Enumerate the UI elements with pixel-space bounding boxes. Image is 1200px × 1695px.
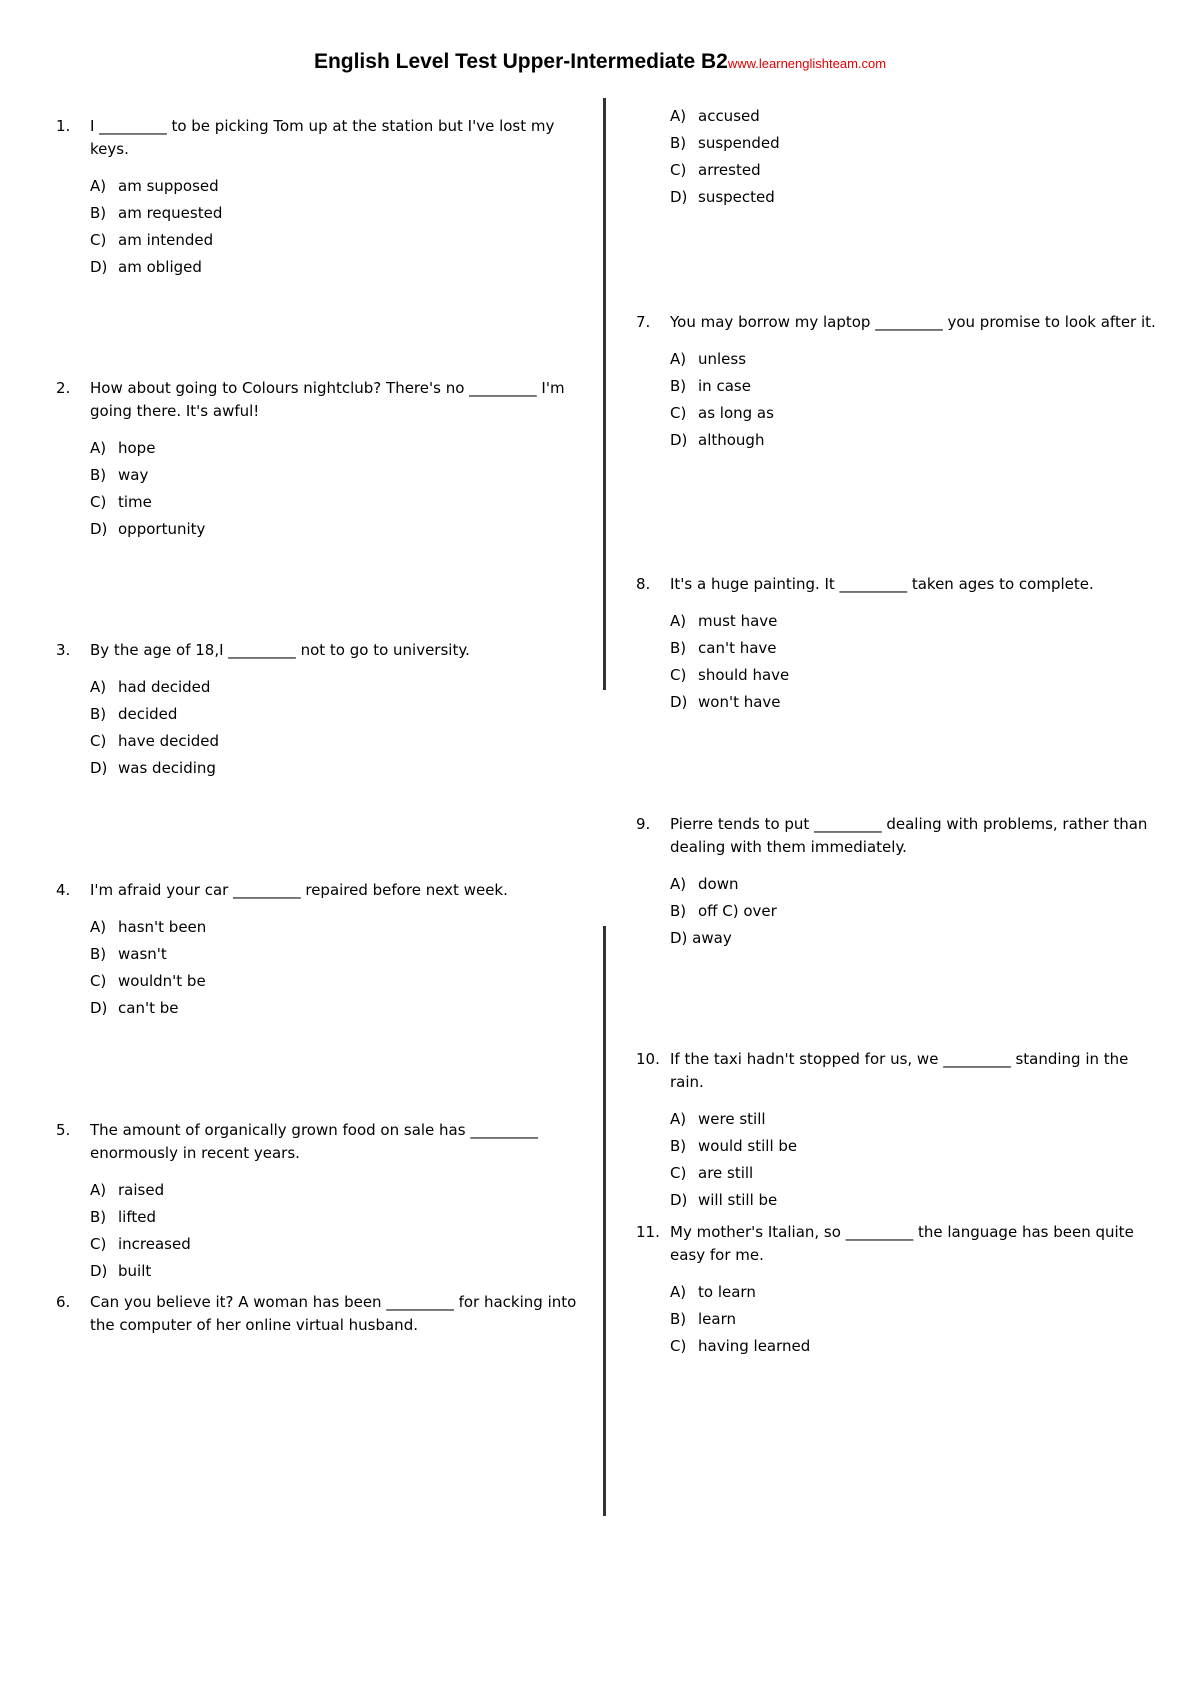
option-text: in case [698, 377, 751, 395]
option-letter: D) [670, 188, 688, 206]
option-text: wasn't [118, 945, 167, 963]
option-text: as long as [698, 404, 774, 422]
option-text: unless [698, 350, 747, 368]
answer-option[interactable] [90, 914, 586, 941]
question-number: 9. [636, 815, 651, 833]
answer-option[interactable] [670, 373, 1166, 400]
question-stem [636, 1048, 1166, 1094]
column-divider-upper [603, 98, 606, 690]
option-text: built [118, 1262, 152, 1280]
page-title: English Level Test Upper-Intermediate B2 [313, 50, 728, 73]
option-letter: B) [90, 204, 107, 222]
question-text: Pierre tends to put _________ dealing with problems, rather than dealing with them immediately. [670, 815, 1148, 856]
option-letter: B) [670, 639, 687, 657]
option-text: had decided [118, 678, 211, 696]
option-letter: C) [90, 1235, 107, 1253]
answer-option[interactable] [670, 1133, 1166, 1160]
option-text: time [118, 493, 152, 511]
answer-option[interactable] [90, 435, 586, 462]
answer-option[interactable] [90, 1231, 586, 1258]
question-number: 8. [636, 575, 651, 593]
question-number: 7. [636, 313, 651, 331]
answer-option[interactable] [670, 635, 1166, 662]
option-letter: B) [90, 945, 107, 963]
answer-options [56, 674, 586, 782]
option-text: way [118, 466, 149, 484]
option-letter: A) [670, 875, 687, 893]
answer-options [636, 608, 1166, 716]
answer-option[interactable] [670, 184, 1166, 211]
page-header [0, 50, 1200, 74]
answer-option[interactable] [670, 1106, 1166, 1133]
question-stem [56, 879, 586, 902]
option-letter: C) [90, 493, 107, 511]
option-letter: C) [90, 231, 107, 249]
option-text: accused [698, 107, 760, 125]
option-text: must have [698, 612, 778, 630]
answer-option[interactable] [90, 462, 586, 489]
option-letter: D) [670, 1191, 688, 1209]
option-text: suspected [698, 188, 775, 206]
question-stem [636, 1221, 1166, 1267]
option-text: raised [118, 1181, 165, 1199]
column-divider-lower [603, 926, 606, 1516]
answer-options [56, 914, 586, 1022]
answer-options [636, 871, 1166, 952]
option-text: am intended [118, 231, 214, 249]
question-block [636, 1221, 1166, 1360]
answer-option[interactable] [670, 1187, 1166, 1214]
question-stem [636, 573, 1166, 596]
option-letter: B) [670, 1137, 687, 1155]
answer-option[interactable] [670, 103, 1166, 130]
answer-option[interactable] [670, 662, 1166, 689]
question-text: It's a huge painting. It _________ taken ages to complete. [670, 575, 1094, 593]
option-text: decided [118, 705, 178, 723]
answer-options [56, 435, 586, 543]
option-letter: B) [670, 377, 687, 395]
answer-option[interactable] [90, 968, 586, 995]
option-letter: D) [90, 999, 108, 1017]
answer-option[interactable] [90, 728, 586, 755]
answer-option[interactable] [90, 1204, 586, 1231]
option-text: wouldn't be [118, 972, 206, 990]
answer-option[interactable] [90, 701, 586, 728]
question-block [636, 103, 1166, 211]
answer-option[interactable] [670, 925, 1166, 952]
option-text: having learned [698, 1337, 811, 1355]
option-letter: B) [90, 705, 107, 723]
answer-option[interactable] [670, 1333, 1166, 1360]
option-letter: D) [670, 693, 688, 711]
option-letter: A) [670, 1283, 687, 1301]
answer-option[interactable] [90, 1177, 586, 1204]
option-letter: D) [90, 1262, 108, 1280]
question-stem [636, 813, 1166, 859]
question-block [56, 115, 586, 281]
option-text: although [698, 431, 765, 449]
option-letter: A) [670, 350, 687, 368]
answer-option[interactable] [90, 173, 586, 200]
option-text: am requested [118, 204, 223, 222]
question-stem [56, 639, 586, 662]
answer-option[interactable] [670, 400, 1166, 427]
answer-options [636, 1279, 1166, 1360]
question-text: My mother's Italian, so _________ the language has been quite easy for me. [670, 1223, 1134, 1264]
option-text: should have [698, 666, 790, 684]
question-block [636, 1048, 1166, 1214]
answer-option[interactable] [670, 1306, 1166, 1333]
option-letter: B) [90, 466, 107, 484]
question-number: 10. [636, 1050, 660, 1068]
option-letter: B) [670, 1310, 687, 1328]
question-text: How about going to Colours nightclub? There's no _________ I'm going there. It's awful! [90, 379, 565, 420]
option-text: will still be [698, 1191, 778, 1209]
question-stem [56, 377, 586, 423]
answer-option[interactable] [90, 516, 586, 543]
option-letter: B) [670, 902, 687, 920]
option-text: suspended [698, 134, 780, 152]
option-text: hasn't been [118, 918, 207, 936]
answer-option[interactable] [90, 254, 586, 281]
option-letter: C) [670, 1164, 687, 1182]
option-text: learn [698, 1310, 736, 1328]
answer-option[interactable] [670, 157, 1166, 184]
option-text: were still [698, 1110, 766, 1128]
option-letter: A) [670, 1110, 687, 1128]
answer-option[interactable] [90, 674, 586, 701]
option-text: increased [118, 1235, 191, 1253]
question-number: 5. [56, 1121, 71, 1139]
answer-option[interactable] [670, 1160, 1166, 1187]
answer-option[interactable] [670, 689, 1166, 716]
option-letter: C) [90, 732, 107, 750]
option-letter: A) [90, 177, 107, 195]
option-letter: C) [670, 1337, 687, 1355]
option-letter: A) [90, 678, 107, 696]
option-text: would still be [698, 1137, 798, 1155]
answer-options [636, 1106, 1166, 1214]
answer-options [56, 1177, 586, 1285]
answer-option[interactable] [670, 608, 1166, 635]
question-block [636, 311, 1166, 454]
question-text: You may borrow my laptop _________ you promise to look after it. [670, 313, 1156, 331]
option-text: are still [698, 1164, 754, 1182]
option-letter: A) [670, 612, 687, 630]
option-text: can't have [698, 639, 777, 657]
question-block [636, 573, 1166, 716]
answer-option[interactable] [90, 941, 586, 968]
option-letter: A) [90, 918, 107, 936]
question-block [56, 879, 586, 1022]
question-block [56, 1291, 586, 1337]
answer-options [636, 346, 1166, 454]
option-text: down [698, 875, 739, 893]
option-letter: C) [670, 161, 687, 179]
question-block [56, 1119, 586, 1285]
question-text: Can you believe it? A woman has been _________ for hacking into the computer of her online virtual husband. [90, 1293, 577, 1334]
question-number: 6. [56, 1293, 71, 1311]
answer-options [636, 103, 1166, 211]
question-text: By the age of 18,I _________ not to go to university. [90, 641, 470, 659]
option-letter: A) [90, 439, 107, 457]
option-letter: D) [90, 759, 108, 777]
question-stem [56, 115, 586, 161]
question-text: The amount of organically grown food on sale has _________ enormously in recent years. [90, 1121, 538, 1162]
website-url[interactable]: www.learnenglishteam.com [727, 56, 887, 71]
answer-option[interactable] [90, 995, 586, 1022]
answer-option[interactable] [90, 227, 586, 254]
answer-option[interactable] [90, 755, 586, 782]
option-text: am obliged [118, 258, 202, 276]
option-letter: D) [670, 431, 688, 449]
answer-option[interactable] [90, 489, 586, 516]
question-block [56, 377, 586, 543]
option-text: was deciding [118, 759, 216, 777]
question-number: 1. [56, 117, 71, 135]
question-stem [636, 311, 1166, 334]
question-number: 3. [56, 641, 71, 659]
question-stem [56, 1119, 586, 1165]
question-number: 2. [56, 379, 71, 397]
question-block [636, 813, 1166, 952]
answer-option[interactable] [90, 1258, 586, 1285]
question-text: If the taxi hadn't stopped for us, we _________ standing in the rain. [670, 1050, 1129, 1091]
question-number: 11. [636, 1223, 660, 1241]
option-text: opportunity [118, 520, 206, 538]
answer-option[interactable] [670, 427, 1166, 454]
option-letter: A) [90, 1181, 107, 1199]
option-text: am supposed [118, 177, 219, 195]
option-letter: C) [670, 666, 687, 684]
option-text: to learn [698, 1283, 756, 1301]
answer-option[interactable] [90, 200, 586, 227]
option-text: D) away [670, 929, 732, 947]
option-letter: A) [670, 107, 687, 125]
question-text: I _________ to be picking Tom up at the station but I've lost my keys. [90, 117, 555, 158]
option-text: arrested [698, 161, 761, 179]
option-letter: B) [90, 1208, 107, 1226]
option-text: lifted [118, 1208, 156, 1226]
option-text: can't be [118, 999, 179, 1017]
answer-option[interactable] [670, 346, 1166, 373]
option-text: won't have [698, 693, 781, 711]
answer-options [56, 173, 586, 281]
question-text: I'm afraid your car _________ repaired before next week. [90, 881, 508, 899]
answer-option[interactable] [670, 871, 1166, 898]
answer-option[interactable] [670, 130, 1166, 157]
option-text: have decided [118, 732, 220, 750]
question-number: 4. [56, 881, 71, 899]
answer-option[interactable] [670, 1279, 1166, 1306]
option-letter: D) [90, 258, 108, 276]
option-text: off C) over [698, 902, 777, 920]
question-stem [56, 1291, 586, 1337]
answer-option[interactable] [670, 898, 1166, 925]
option-text: hope [118, 439, 156, 457]
option-letter: C) [90, 972, 107, 990]
option-letter: B) [670, 134, 687, 152]
option-letter: C) [670, 404, 687, 422]
question-block [56, 639, 586, 782]
option-letter: D) [90, 520, 108, 538]
